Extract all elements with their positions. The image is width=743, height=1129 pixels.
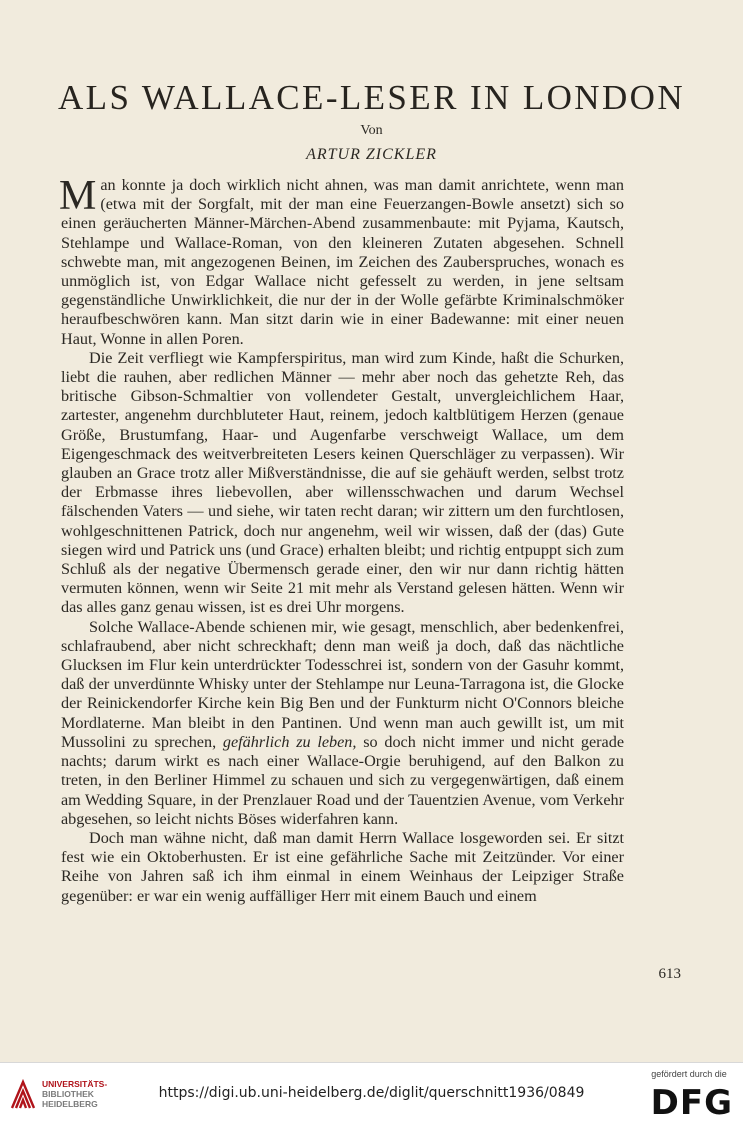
paragraph-2: Die Zeit verfliegt wie Kampferspiritus, man wird zum Kinde, haßt die Schurken, liebt die rauhen, aber redlichen Männer — mehr aber noch das gehetzte Reh, das britische Gibson-Schmaltier von vollendeter Gestalt, unvergleichlichem Haar, zartester, angenehm durchbluteter Haut, reinem, jedoch kaltblütigem Herzen (genaue Größe, Brustumfang, Haar- und Augenfarbe verschweigt Wallace, um dem Eigengeschmack des weitverbreiteten Lesers keinen Querschläger zu verpassen). Wir glauben an Grace trotz aller Mißverständnisse, die auf sie gehäuft werden, selbst trotz der Erbmasse ihres liebevollen, aber willensschwachen und darum Wechsel fälschenden Vaters — und siehe, wir taten recht daran; wir zittern um den furchtlosen, wohlgeschnittenen Patrick, doch nur angenehm, weil wir wissen, daß der (das) Gute siegen wird und Patrick uns (und Grace) erhalten bleibt; und richtig entpuppt sich zum Schluß als der negative Übermensch gerade einer, den wir nur dann richtig hätten vermuten können, wenn wir Seite 21 mit mehr als Verstand gelesen hätten. Wenn wir das alles ganz genau wissen, ist es drei Uhr morgens. [61, 348, 624, 617]
paragraph-1: Man konnte ja doch wirklich nicht ahnen, was man damit anrichtete, wenn man (etwa mit der Sorgfalt, mit der man eine Feuerzangen-Bowle ansetzt) sich so einen geräucherten Männer-Märchen-Abend zusammenbaute: mit Pyjama, Kautsch, Stehlampe und Wallace-Roman, von den kleineren Zutaten abgesehen. Schnell schwebte man, mit angezogenen Beinen, im Zeichen des Zauberspruches, wonach es unmöglich ist, von Edgar Wallace nicht gefesselt zu werden, in jene seltsam gegenständliche Unwirklichkeit, die nur der in der Wolle gefärbte Kriminalschmöker heraufbeschwören kann. Man sitzt darin wie in einer Badewanne: mit einer neuen Haut, Wonne in allen Poren. [59, 173, 624, 348]
page-number: 613 [658, 966, 681, 982]
funded-by-label: gefördert durch die [651, 1069, 727, 1079]
author-name: ARTUR ZICKLER [306, 146, 437, 163]
paragraph-4: Doch man wähne nicht, daß man damit Herrn Wallace losgeworden sei. Er sitzt fest wie ein Oktoberhusten. Er ist eine gefährliche Sache mit Zeitzünder. Vor einer Reihe von Jahren saß ich ihm einmal in einem Weinhaus der Leipziger Straße gegenüber: er war ein wenig auffälliger Herr mit einem Bauch und einem [61, 828, 624, 905]
article-title: ALS WALLACE-LESER IN LONDON [57, 78, 686, 117]
article-body [59, 173, 625, 906]
italic-phrase: gefährlich zu leben, [222, 732, 357, 751]
source-url-link[interactable]: https://digi.ub.uni-heidelberg.de/diglit/querschnitt1936/0849 [158, 1085, 585, 1101]
dfg-logo[interactable]: DFG [650, 1083, 733, 1123]
footer-bar [0, 1062, 743, 1129]
library-name[interactable]: UNIVERSITÄTS- BIBLIOTHEK HEIDELBERG [42, 1079, 108, 1109]
drop-cap: M [59, 173, 97, 219]
paragraph-3: Solche Wallace-Abende schienen mir, wie gesagt, menschlich, aber bedenkenfrei, schlafraubend, aber nicht schreckhaft; denn man weiß ja doch, daß das nächtliche Glucksen im Flur kein unterdrückter Todesschrei ist, sondern von der Gasuhr kommt, daß der unverdünnte Whisky unter der Stehlampe nur Leuna-Tarragona ist, die Glocke der Reinickendorfer Kirche kein Big Ben und der Funkturm nicht O'Connors bleiche Mordlaterne. Man bleibt in den Pantinen. Und wenn man auch gewillt ist, um mit Mussolini zu sprechen, gefährlich zu leben, so doch nicht immer und nicht gerade nachts; darum wirkt es nach einer Wallace-Orgie beruhigend, auf den Balkon zu treten, in den Berliner Himmel zu schauen und sich zu vergegenwärtigen, daß einem am Wedding Square, in der Prenzlauer Road und der Tauentzien Avenue, vom Verkehr abgesehen, so leicht nichts Böses widerfahren kann. [61, 617, 625, 828]
byline-prefix: Von [360, 123, 383, 138]
